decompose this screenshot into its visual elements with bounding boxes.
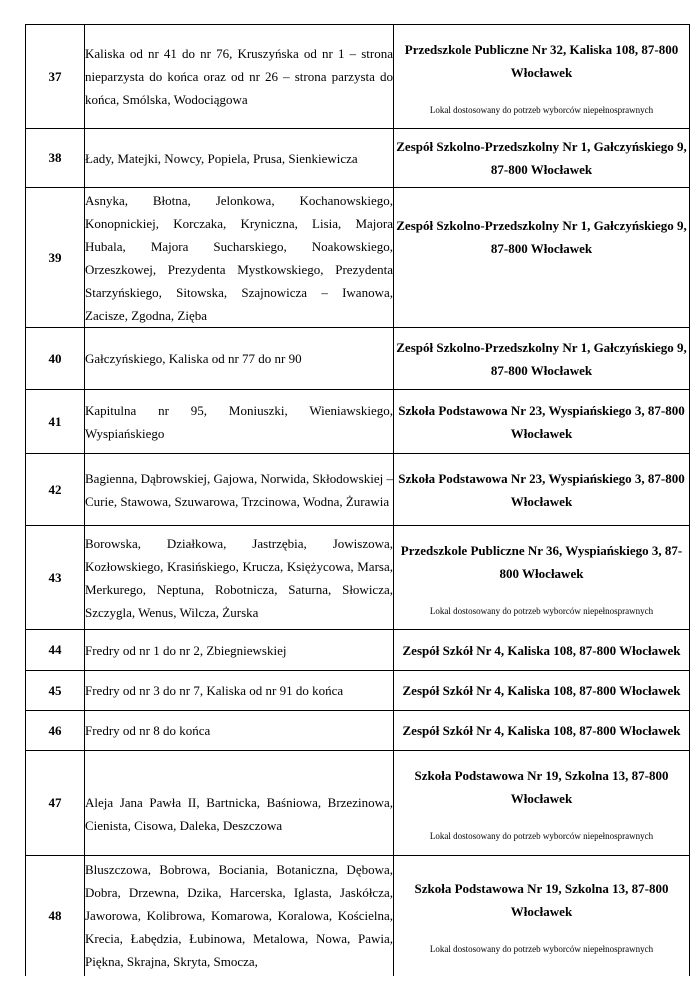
polling-station xyxy=(394,711,690,751)
table-row xyxy=(26,856,690,976)
district-number: 37 xyxy=(26,25,85,129)
district-streets: Aleja Jana Pawła II, Bartnicka, Baśniowa, Brzezinowa, Cienista, Cisowa, Daleka, Deszczowa xyxy=(85,751,394,856)
accessibility-note: Lokal dostosowany do potrzeb wyborców niepełnosprawnych xyxy=(429,831,654,841)
district-streets: Bluszczowa, Bobrowa, Bociania, Botaniczna, Dębowa, Dobra, Drzewna, Dzika, Harcerska, Iglasta, Jaskółcza, Jaworowa, Kolibrowa, Komarowa, Koralowa, Kościelna, Krecia, Łabędzia, Łubinowa, Metalowa, Nowa, Pawia, Piękna, Skrajna, Skryta, Smocza, xyxy=(85,856,394,976)
polling-station xyxy=(394,328,690,390)
table-row xyxy=(26,129,690,188)
table-row xyxy=(26,328,690,390)
table-row xyxy=(26,454,690,526)
district-streets: Fredry od nr 1 do nr 2, Zbiegniewskiej xyxy=(85,630,394,671)
table-row xyxy=(26,390,690,454)
polling-station xyxy=(394,526,690,630)
polling-station-name: Zespół Szkolno-Przedszkolny Nr 1, Gałczyńskiego 9, 87-800 Włocławek xyxy=(396,218,687,256)
polling-station-name: Zespół Szkół Nr 4, Kaliska 108, 87-800 Włocławek xyxy=(402,642,681,658)
polling-station-name: Zespół Szkół Nr 4, Kaliska 108, 87-800 Włocławek xyxy=(402,723,681,738)
district-number: 48 xyxy=(26,856,85,976)
district-streets: Borowska, Działkowa, Jastrzębia, Jowiszowa, Kozłowskiego, Krasińskiego, Krucza, Księżycowa, Marsa, Merkurego, Neptuna, Robotnicza, Saturna, Słowicza, Szczygla, Wenus, Wilcza, Żurska xyxy=(85,526,394,630)
polling-station xyxy=(394,630,690,671)
district-streets: Fredry od nr 8 do końca xyxy=(85,711,394,751)
polling-station-name: Przedszkole Publiczne Nr 32, Kaliska 108, 87-800 Włocławek xyxy=(404,41,679,80)
table-row xyxy=(26,751,690,856)
polling-station-name: Szkoła Podstawowa Nr 23, Wyspiańskiego 3, 87-800 Włocławek xyxy=(398,402,685,441)
district-number: 47 xyxy=(26,751,85,856)
district-number: 44 xyxy=(26,630,85,671)
polling-station xyxy=(394,454,690,526)
accessibility-note: Lokal dostosowany do potrzeb wyborców niepełnosprawnych xyxy=(429,605,654,616)
polling-station xyxy=(394,188,690,328)
polling-station-name: Zespół Szkół Nr 4, Kaliska 108, 87-800 Włocławek xyxy=(402,683,681,698)
district-number: 45 xyxy=(26,671,85,711)
polling-station xyxy=(394,671,690,711)
accessibility-note: Lokal dostosowany do potrzeb wyborców niepełnosprawnych xyxy=(429,104,654,115)
table-row xyxy=(26,188,690,328)
districts-table xyxy=(25,24,690,976)
district-number: 41 xyxy=(26,390,85,454)
district-number: 40 xyxy=(26,328,85,390)
polling-station-name: Szkoła Podstawowa Nr 23, Wyspiańskiego 3, 87-800 Włocławek xyxy=(398,470,685,509)
polling-station-name: Szkoła Podstawowa Nr 19, Szkolna 13, 87-800 Włocławek xyxy=(414,768,669,806)
district-streets: Asnyka, Błotna, Jelonkowa, Kochanowskiego, Konopnickiej, Korczaka, Kryniczna, Lisia, Majora Hubala, Majora Sucharskiego, Noakowskiego, Orzeszkowej, Prezydenta Mystkowskiego, Prezydenta Starzyńskiego, Sitowska, Szajnowicza – Iwanowa, Zacisze, Zgodna, Zięba xyxy=(85,188,394,328)
polling-station xyxy=(394,25,690,129)
polling-station-name: Zespół Szkolno-Przedszkolny Nr 1, Gałczyńskiego 9, 87-800 Włocławek xyxy=(396,339,687,378)
table-row xyxy=(26,526,690,630)
polling-station-name: Szkoła Podstawowa Nr 19, Szkolna 13, 87-800 Włocławek xyxy=(414,880,669,919)
district-streets: Kapitulna nr 95, Moniuszki, Wieniawskiego, Wyspiańskiego xyxy=(85,390,394,454)
polling-station xyxy=(394,390,690,454)
district-streets: Fredry od nr 3 do nr 7, Kaliska od nr 91 do końca xyxy=(85,671,394,711)
table-row xyxy=(26,25,690,129)
district-number: 42 xyxy=(26,454,85,526)
district-number: 43 xyxy=(26,526,85,630)
polling-station xyxy=(394,751,690,856)
district-streets: Łady, Matejki, Nowcy, Popiela, Prusa, Sienkiewicza xyxy=(85,129,394,188)
district-streets: Gałczyńskiego, Kaliska od nr 77 do nr 90 xyxy=(85,328,394,390)
polling-station xyxy=(394,129,690,188)
polling-station-name: Przedszkole Publiczne Nr 36, Wyspiańskiego 3, 87-800 Włocławek xyxy=(400,542,683,581)
table-row xyxy=(26,711,690,751)
district-number: 46 xyxy=(26,711,85,751)
polling-station xyxy=(394,856,690,976)
polling-station-name: Zespół Szkolno-Przedszkolny Nr 1, Gałczyńskiego 9, 87-800 Włocławek xyxy=(396,139,687,177)
district-number: 39 xyxy=(26,188,85,328)
accessibility-note: Lokal dostosowany do potrzeb wyborców niepełnosprawnych xyxy=(429,943,654,954)
district-streets: Bagienna, Dąbrowskiej, Gajowa, Norwida, Skłodowskiej – Curie, Stawowa, Szuwarowa, Trzcinowa, Wodna, Żurawia xyxy=(85,454,394,526)
table-row xyxy=(26,630,690,671)
table-row xyxy=(26,671,690,711)
district-streets: Kaliska od nr 41 do nr 76, Kruszyńska od nr 1 – strona nieparzysta do końca oraz od nr 26 – strona parzysta do końca, Smólska, Wodociągowa xyxy=(85,25,394,129)
district-number: 38 xyxy=(26,129,85,188)
